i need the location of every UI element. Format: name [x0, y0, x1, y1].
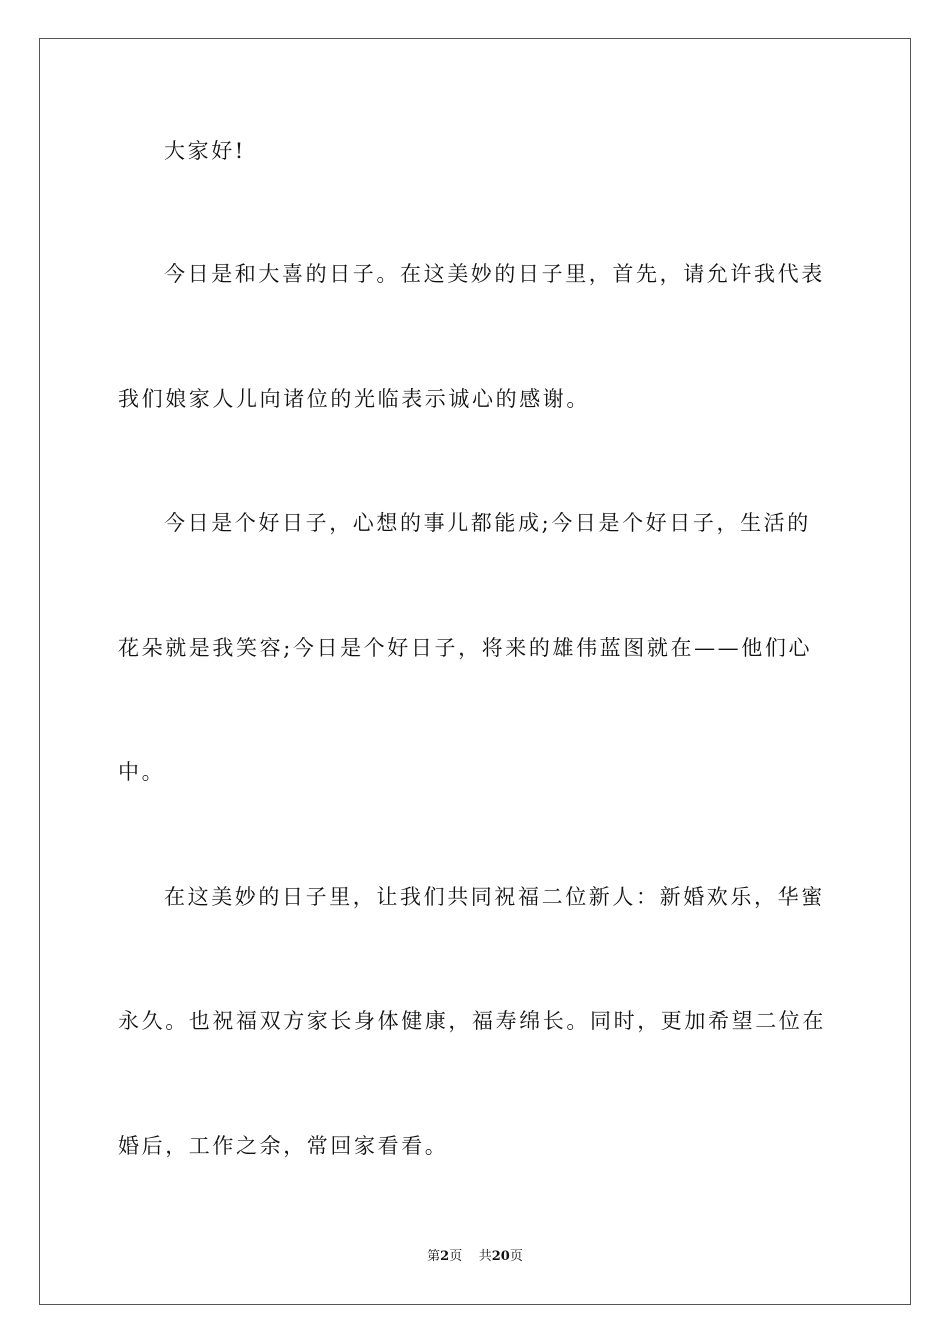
paragraph-3-line-1: 在这美妙的日子里，让我们共同祝福二位新人：新婚欢乐，华蜜 — [164, 885, 825, 909]
footer-total-prefix: 共 — [478, 1249, 492, 1264]
paragraph-2-line-1: 今日是个好日子，心想的事儿都能成;今日是个好日子，生活的 — [164, 511, 811, 535]
paragraph-1-line-1: 今日是和大喜的日子。在这美妙的日子里，首先，请允许我代表 — [164, 262, 825, 286]
page-frame — [39, 38, 911, 1305]
paragraph-3-line-2: 永久。也祝福双方家长身体健康，福寿绵长。同时，更加希望二位在 — [118, 1009, 826, 1033]
footer-page-number: 2 — [440, 1249, 450, 1264]
page-footer — [0, 1248, 950, 1266]
paragraph-2-line-2: 花朵就是我笑容;今日是个好日子，将来的雄伟蓝图就在——他们心 — [118, 636, 813, 660]
paragraph-3-line-3: 婚后，工作之余，常回家看看。 — [118, 1134, 449, 1158]
footer-total-pages: 20 — [491, 1249, 510, 1264]
footer-page-prefix: 第 — [427, 1249, 441, 1264]
footer-page-suffix: 页 — [449, 1249, 463, 1264]
footer-total-suffix: 页 — [509, 1249, 523, 1264]
greeting-line: 大家好! — [164, 139, 246, 163]
paragraph-1-line-2: 我们娘家人儿向诸位的光临表示诚心的感谢。 — [118, 387, 590, 411]
paragraph-2-line-3: 中。 — [118, 760, 166, 784]
